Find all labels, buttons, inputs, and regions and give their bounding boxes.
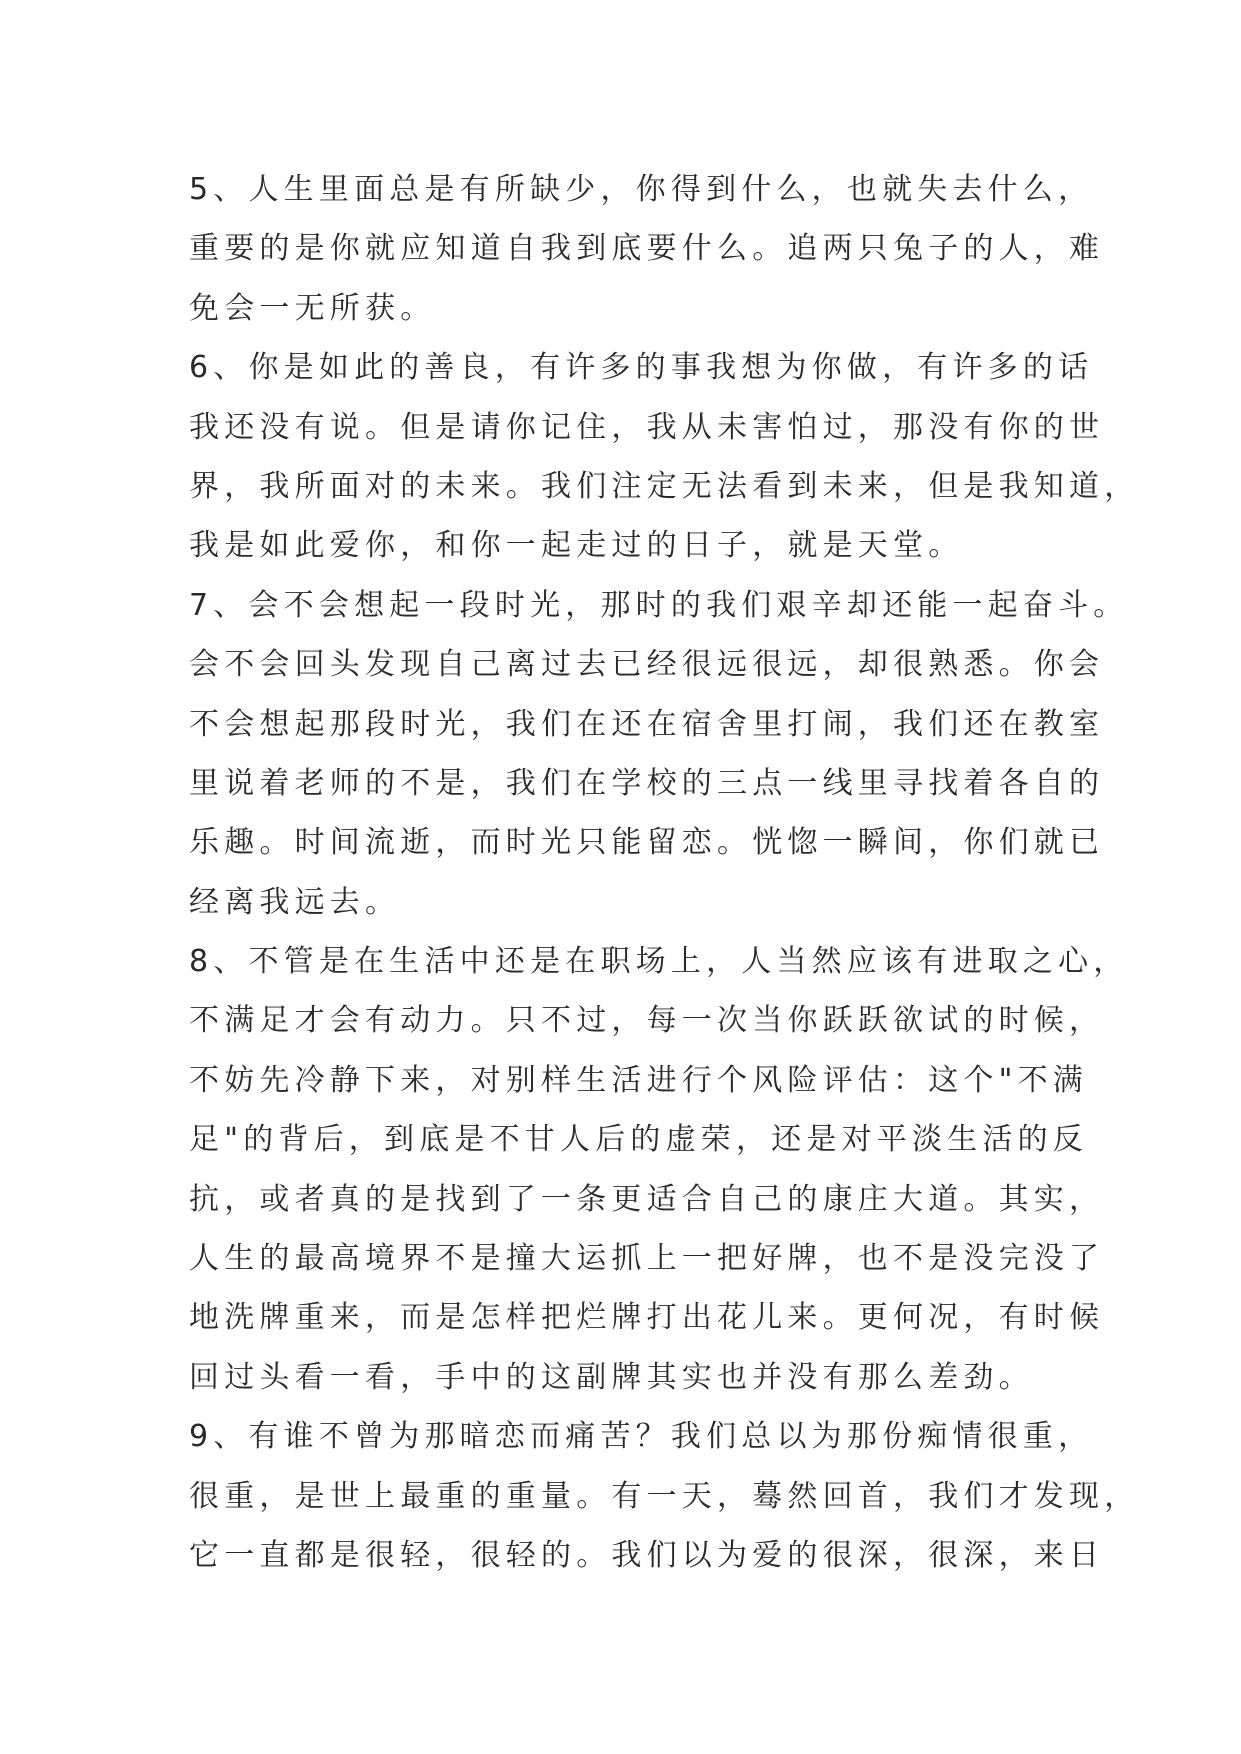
text-line: 经离我远去。 <box>189 884 401 920</box>
text-line: 8、不管是在生活中还是在职场上，人当然应该有进取之心， <box>189 944 1129 980</box>
text-line: 6、你是如此的善良，有许多的事我想为你做，有许多的话 <box>189 350 1094 386</box>
text-line: 免会一无所获。 <box>189 290 436 326</box>
text-line: 人生的最高境界不是撞大运抓上一把好牌，也不是没完没了 <box>189 1241 1105 1277</box>
text-line: 乐趣。时间流逝，而时光只能留恋。恍惚一瞬间，你们就已 <box>189 825 1105 861</box>
text-line: 不妨先冷静下来，对别样生活进行个风险评估：这个"不满 <box>189 1062 1088 1098</box>
text-line: 很重，是世上最重的重量。有一天，蓦然回首，我们才发现， <box>189 1478 1140 1514</box>
text-line: 地洗牌重来，而是怎样把烂牌打出花儿来。更何况，有时候 <box>189 1300 1105 1336</box>
text-line: 回过头看一看，手中的这副牌其实也并没有那么差劲。 <box>189 1359 1034 1395</box>
text-line: 里说着老师的不是，我们在学校的三点一线里寻找着各自的 <box>189 765 1105 801</box>
text-line: 它一直都是很轻，很轻的。我们以为爱的很深，很深，来日 <box>189 1537 1105 1573</box>
text-line: 抗，或者真的是找到了一条更适合自己的康庄大道。其实， <box>189 1181 1105 1217</box>
text-line: 重要的是你就应知道自我到底要什么。追两只兔子的人，难 <box>189 231 1105 267</box>
text-line: 界，我所面对的未来。我们注定无法看到未来，但是我知道， <box>189 468 1140 504</box>
text-line: 我是如此爱你，和你一起走过的日子，就是天堂。 <box>189 528 964 564</box>
text-line: 9、有谁不曾为那暗恋而痛苦？我们总以为那份痴情很重， <box>189 1419 1094 1455</box>
text-line: 不会想起那段时光，我们在还在宿舍里打闹，我们还在教室 <box>189 706 1105 742</box>
text-line: 我还没有说。但是请你记住，我从未害怕过，那没有你的世 <box>189 409 1105 445</box>
text-line: 会不会回头发现自己离过去已经很远很远，却很熟悉。你会 <box>189 647 1105 683</box>
text-line: 7、会不会想起一段时光，那时的我们艰辛却还能一起奋斗。 <box>189 587 1129 623</box>
text-line: 不满足才会有动力。只不过，每一次当你跃跃欲试的时候， <box>189 1003 1105 1039</box>
text-line: 足"的背后，到底是不甘人后的虚荣，还是对平淡生活的反 <box>189 1122 1088 1158</box>
text-line: 5、人生里面总是有所缺少，你得到什么，也就失去什么， <box>189 172 1094 207</box>
document-body <box>189 160 1140 1585</box>
